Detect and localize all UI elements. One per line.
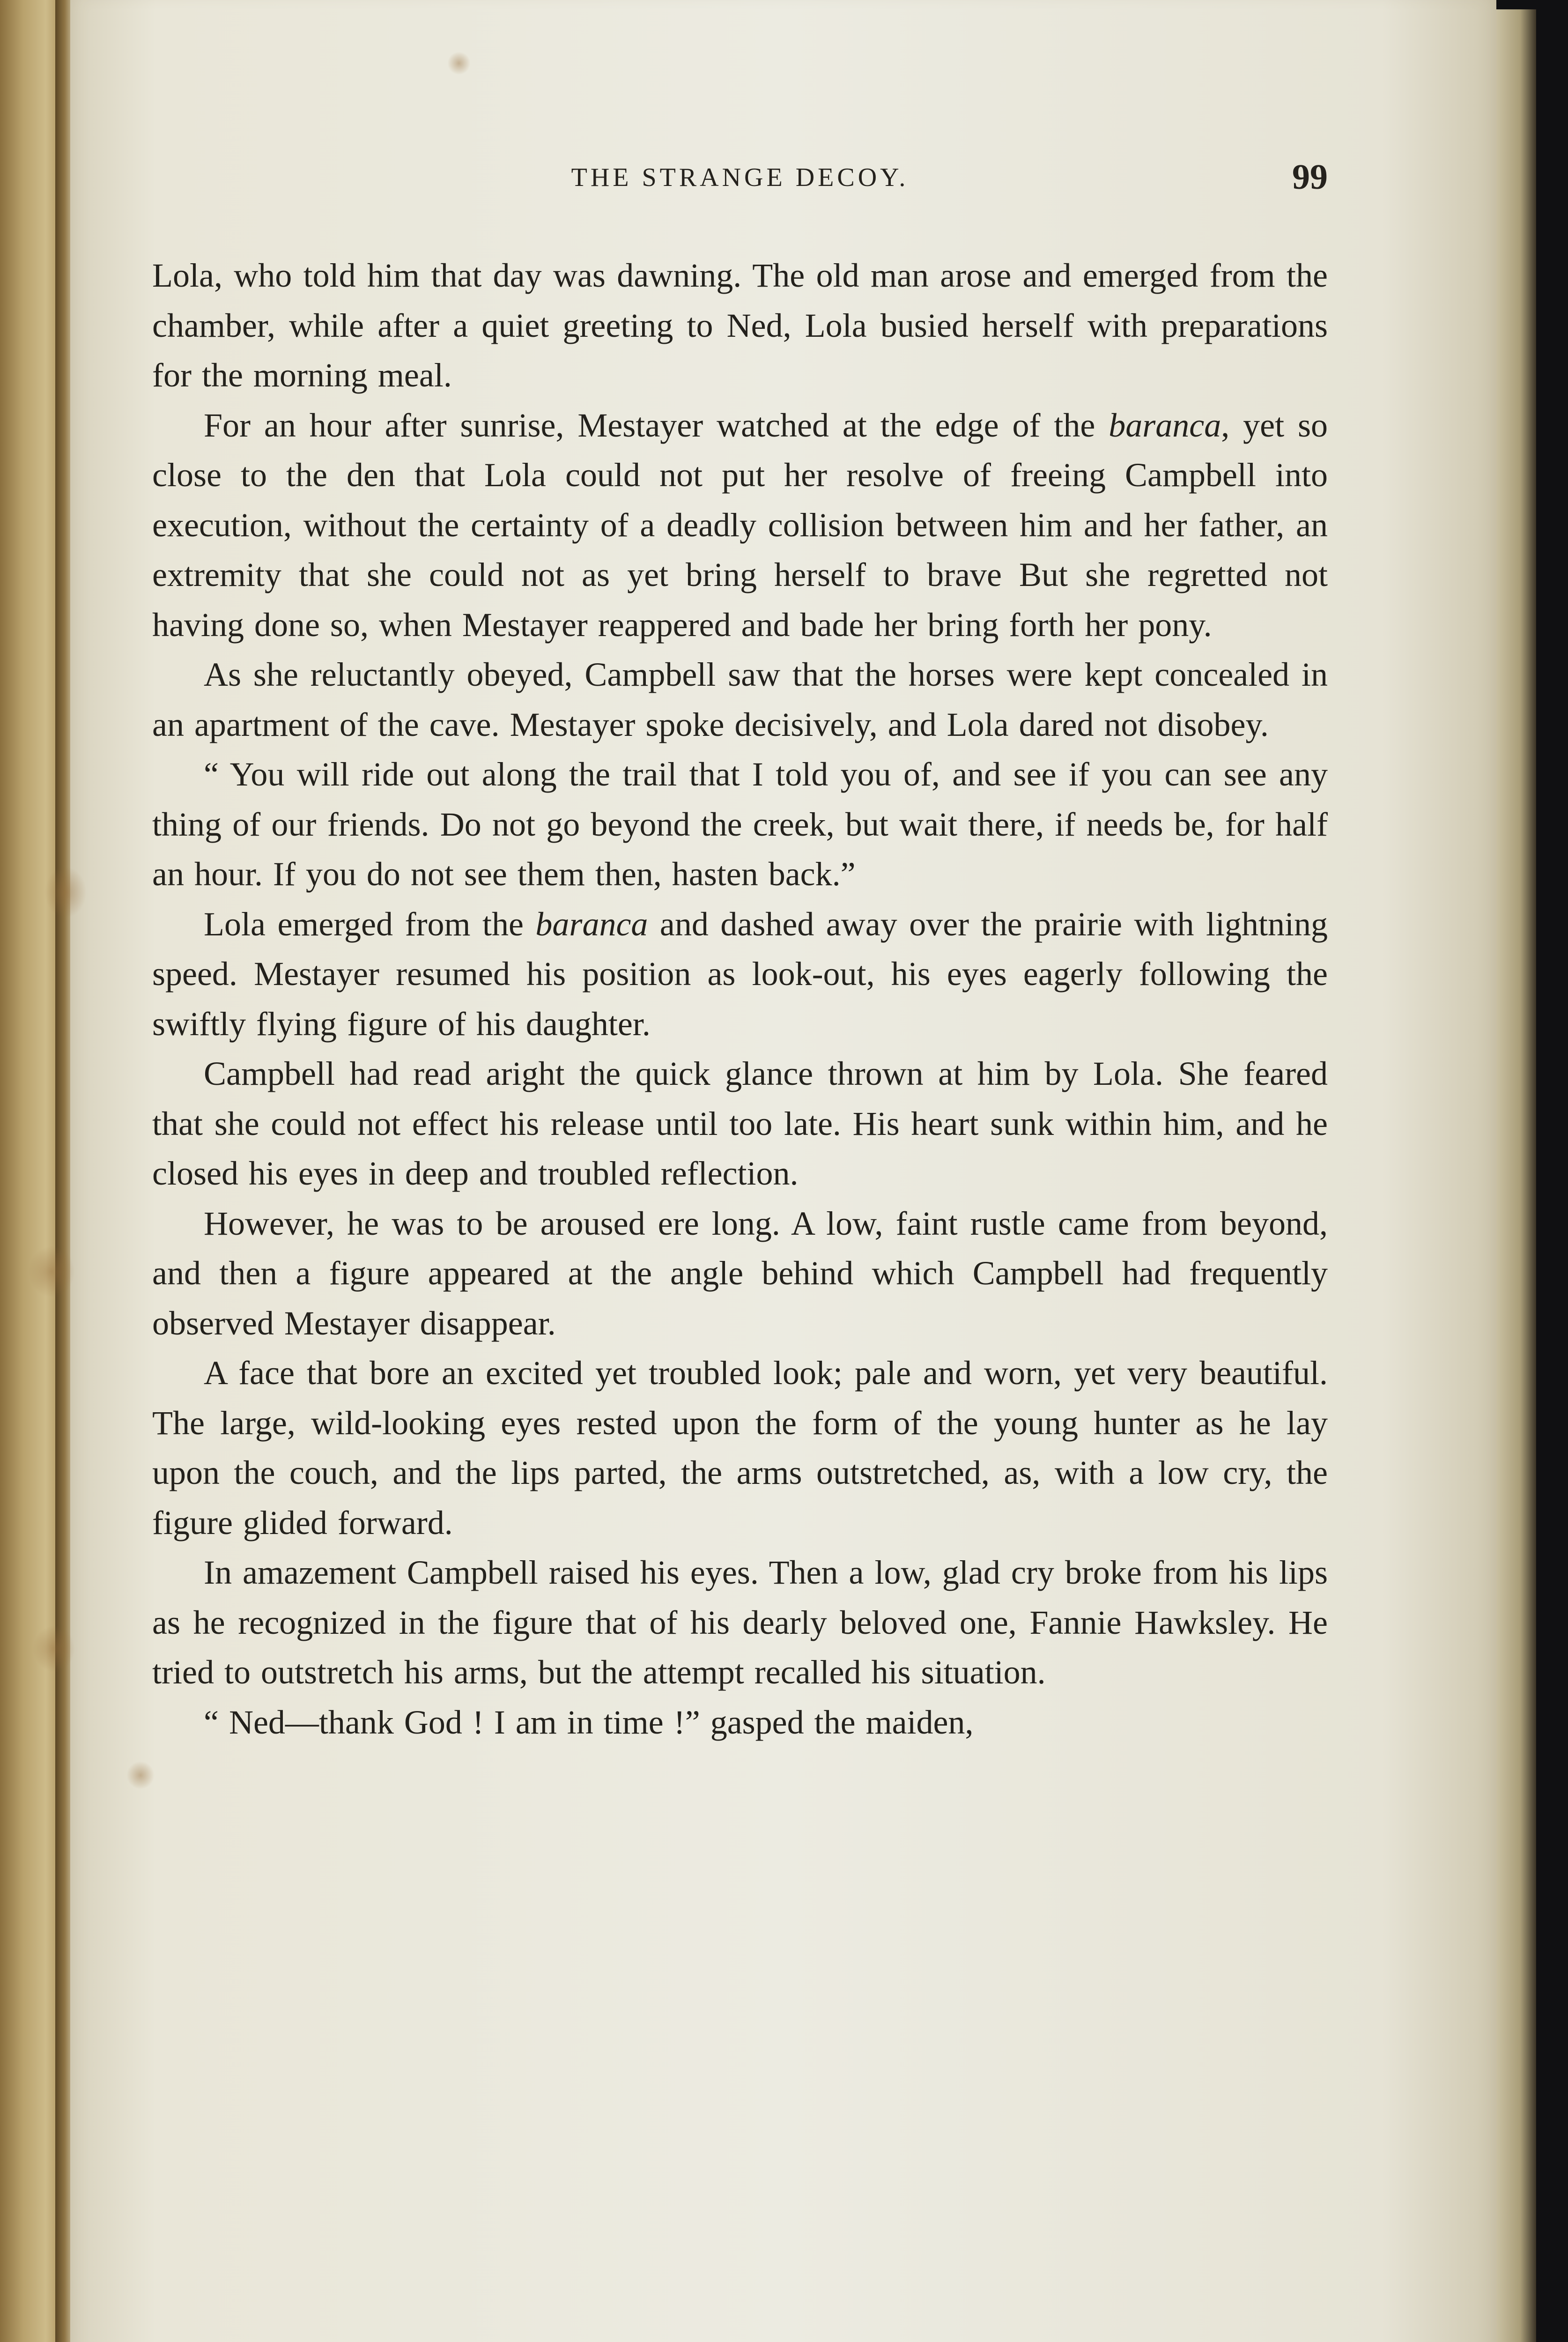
page-number: 99 [1292, 157, 1328, 197]
binding-stain [33, 1625, 75, 1672]
text-run: A face that bore an excited yet troubled look; pale and worn, yet very beautiful. The large, wild-looking eyes rested upon the form of the young hunter as he lay upon the couch, and the lips parted, the arms outstretched, as, with a low cry, the figure glided forward. [152, 1354, 1328, 1542]
text-run: Lola, who told him that day was dawning. The old man arose and emerged from the chamber, while after a quiet greeting to Ned, Lola busied herself with preparations for the morning meal. [152, 257, 1328, 394]
paragraph [152, 1548, 1328, 1697]
paragraph [152, 650, 1328, 749]
text-run: Campbell had read aright the quick glance thrown at him by Lola. She feared that she could not effect his release until too late. His heart sunk within him, and he closed his eyes in deep and troubled reflection. [152, 1055, 1328, 1192]
text-run: “ You will ride out along the trail that I told you of, and see if you can see any thing of our friends. Do not go beyond the creek, but wait there, if needs be, for half an hour. If you do not see them then, hasten back.” [152, 756, 1328, 893]
paragraph [152, 1049, 1328, 1199]
paragraph [152, 749, 1328, 899]
text-run: In amazement Campbell raised his eyes. Then a low, glad cry broke from his lips as he recognized in the figure that of his dearly beloved one, Fannie Hawksley. He tried to outstretch his arms, but the attempt recalled his situation. [152, 1554, 1328, 1691]
ink-spot [447, 52, 471, 75]
text-run: and dashed away over the prairie with lightning speed. Mestayer resumed his position as look-out, his eyes eagerly following the swiftly flying figure of his daughter. [152, 905, 1328, 1043]
paragraph [152, 1199, 1328, 1349]
text-run: For an hour after sunrise, Mestayer watched at the edge of the [204, 406, 1109, 444]
text-run: , yet so close to the den that Lola could not put her resolve of freeing Campbell into execution, without the certainty of a deadly collision between him and her father, an extremity that she could not as yet bring herself to brave But she regretted not having done so, when Mestayer reappered and bade her bring forth her pony. [152, 406, 1328, 644]
body-text [152, 251, 1328, 1747]
text-run: However, he was to be aroused ere long. A low, faint rustle came from beyond, and then a figure appeared at the angle behind which Campbell had frequently observed Mestayer disappear. [152, 1204, 1328, 1342]
paragraph [152, 400, 1328, 650]
italic-word: baranca [1109, 406, 1221, 444]
ink-spot [126, 1761, 155, 1789]
paragraph [152, 251, 1328, 400]
text-run: As she reluctantly obeyed, Campbell saw that the horses were kept concealed in an apartment of the cave. Mestayer spoke decisively, and Lola dared not disobey. [152, 656, 1328, 743]
binding-stain [28, 1246, 75, 1297]
italic-word: baranca [535, 905, 648, 943]
paragraph [152, 899, 1328, 1049]
page-header [152, 157, 1328, 199]
binding-stain [44, 867, 87, 918]
page-right-edge [1496, 9, 1536, 2342]
text-run: Lola emerged from the [204, 905, 536, 943]
paragraph [152, 1348, 1328, 1548]
text-run: “ Ned—thank God ! I am in time !” gasped the maiden, [204, 1703, 974, 1741]
paragraph [152, 1697, 1328, 1748]
running-head: THE STRANGE DECOY. [571, 163, 909, 192]
